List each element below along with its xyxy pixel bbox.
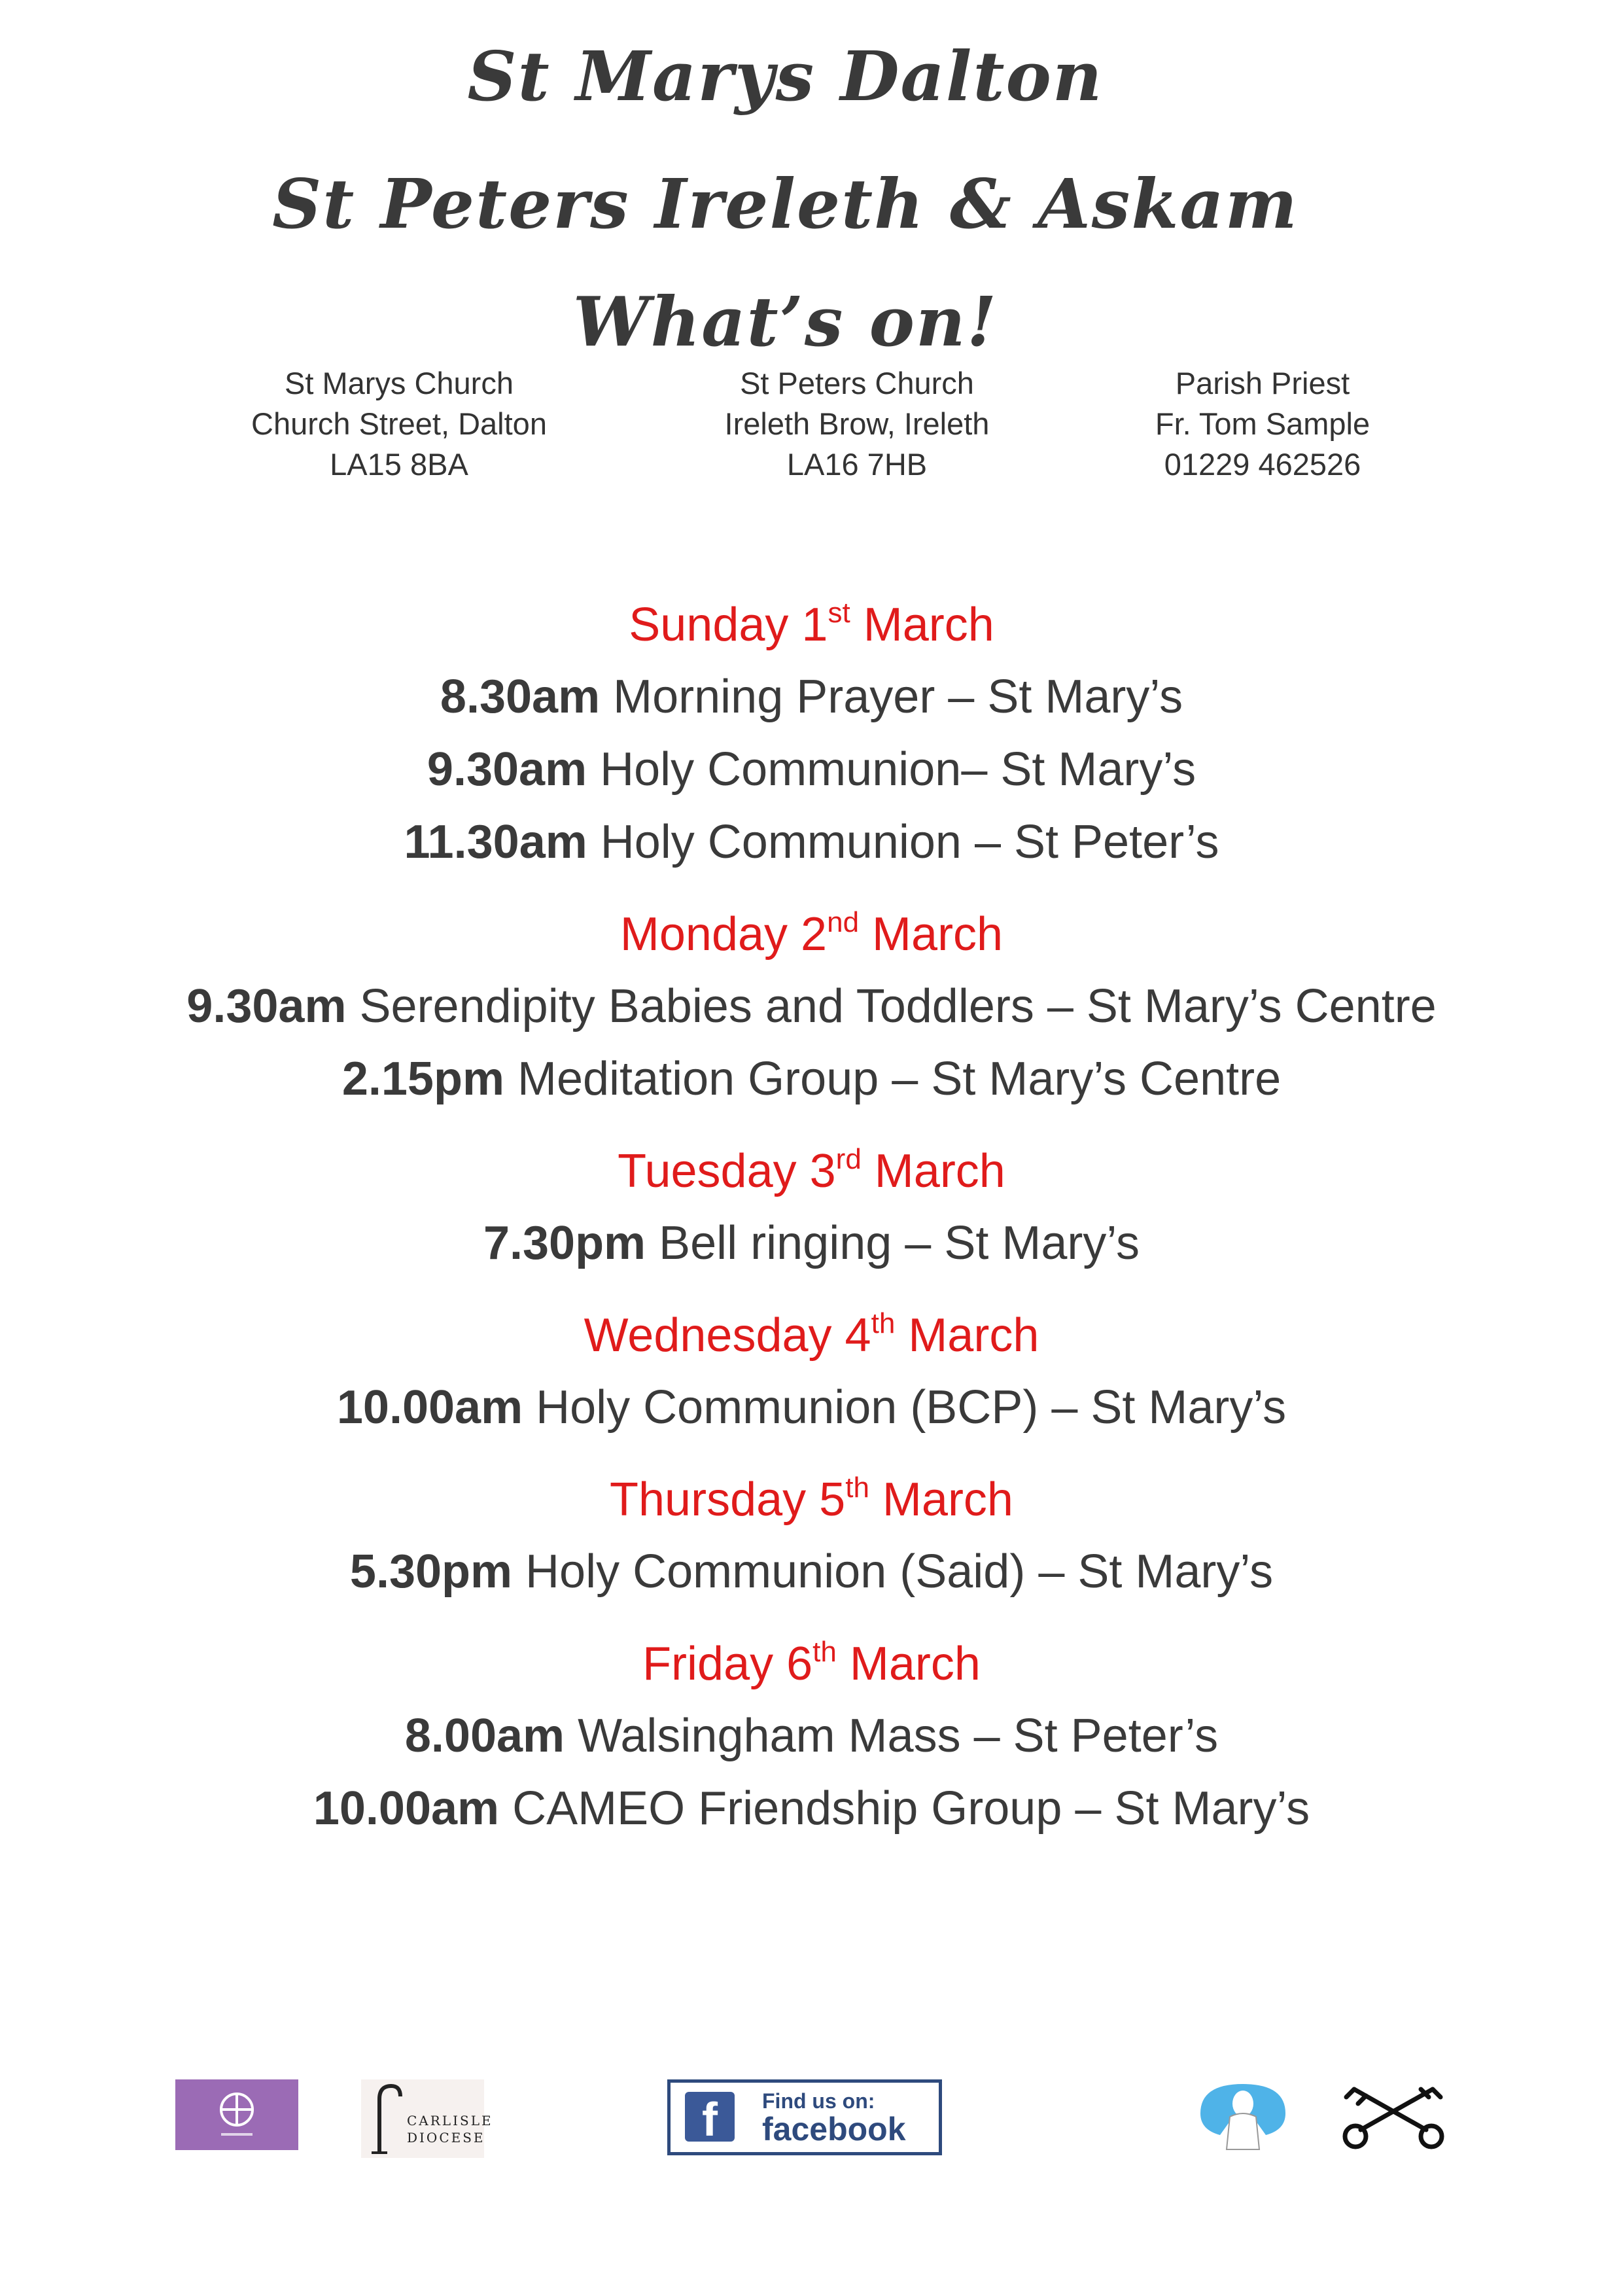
- diocese-text: DIOCESE: [407, 2130, 485, 2146]
- contact-name: St Peters Church: [740, 366, 974, 400]
- weekly-schedule: [0, 589, 1623, 1845]
- event-time: 10.00am: [336, 1381, 523, 1434]
- contact-name: St Marys Church: [285, 366, 514, 400]
- contact-st-marys: [196, 363, 602, 485]
- event-row: [0, 1043, 1623, 1116]
- madonna-icon: [1194, 2077, 1292, 2153]
- facebook-f-icon: f: [685, 2092, 735, 2142]
- day-heading: Thursday 5th March: [610, 1472, 1013, 1526]
- event-time: 5.30pm: [349, 1545, 513, 1598]
- event-time: 9.30am: [186, 980, 347, 1033]
- carlisle-text: CARLISLE: [407, 2113, 493, 2128]
- crossed-keys-icon: [1335, 2077, 1452, 2149]
- event-time: 7.30pm: [483, 1217, 646, 1269]
- contact-address: Church Street, Dalton: [251, 406, 547, 441]
- event-row: [0, 806, 1623, 879]
- event-desc: CAMEO Friendship Group – St Mary’s: [499, 1782, 1310, 1835]
- contact-priest-name: Fr. Tom Sample: [1155, 406, 1370, 441]
- event-row: [0, 1207, 1623, 1280]
- event-time: 11.30am: [404, 816, 587, 868]
- title-parish-1: St Marys Dalton: [467, 36, 1104, 116]
- event-desc: Holy Communion– St Mary’s: [587, 743, 1196, 796]
- title-whats-on: What’s on!: [572, 281, 998, 362]
- event-desc: Meditation Group – St Mary’s Centre: [504, 1053, 1282, 1105]
- church-of-england-icon: [175, 2079, 298, 2150]
- event-desc: Holy Communion (Said) – St Mary’s: [512, 1545, 1274, 1598]
- event-desc: Holy Communion (BCP) – St Mary’s: [523, 1381, 1287, 1434]
- event-row: [0, 661, 1623, 733]
- crossed-keys-logo: [1335, 2077, 1452, 2149]
- event-row: [0, 970, 1623, 1043]
- contact-postcode: LA15 8BA: [330, 447, 468, 482]
- find-us-on-text: Find us on:: [762, 2089, 875, 2113]
- contact-parish-priest: [1060, 363, 1465, 485]
- walsingham-logo: [1194, 2077, 1292, 2153]
- event-row: [0, 1536, 1623, 1608]
- event-row: [0, 1773, 1623, 1845]
- contact-st-peters: [654, 363, 1060, 485]
- day-heading: Sunday 1st March: [629, 597, 994, 651]
- event-time: 9.30am: [427, 743, 587, 796]
- event-desc: Walsingham Mass – St Peter’s: [565, 1710, 1219, 1762]
- church-of-england-logo: [175, 2079, 298, 2150]
- day-heading: Tuesday 3rd March: [618, 1143, 1005, 1197]
- event-desc: Serendipity Babies and Toddlers – St Mary’s Centre: [346, 980, 1437, 1033]
- event-time: 2.15pm: [341, 1053, 504, 1105]
- day-heading: Friday 6th March: [642, 1636, 981, 1690]
- event-time: 8.00am: [404, 1710, 565, 1762]
- event-desc: Morning Prayer – St Mary’s: [600, 671, 1183, 723]
- event-desc: Bell ringing – St Mary’s: [646, 1217, 1140, 1269]
- event-row: [0, 733, 1623, 806]
- day-heading: Wednesday 4th March: [584, 1307, 1039, 1362]
- event-row: [0, 1371, 1623, 1444]
- event-row: [0, 1700, 1623, 1773]
- facebook-wordmark: facebook: [762, 2111, 906, 2147]
- contact-address: Ireleth Brow, Ireleth: [724, 406, 990, 441]
- event-desc: Holy Communion – St Peter’s: [587, 816, 1219, 868]
- day-heading: Monday 2nd March: [620, 906, 1003, 961]
- event-time: 8.30am: [440, 671, 601, 723]
- contact-postcode: LA16 7HB: [786, 447, 928, 482]
- facebook-badge[interactable]: [667, 2079, 942, 2155]
- title-parish-2: St Peters Ireleth & Askam: [272, 164, 1299, 244]
- carlisle-diocese-logo: [361, 2079, 493, 2158]
- contact-role: Parish Priest: [1175, 366, 1350, 400]
- contact-phone: 01229 462526: [1164, 447, 1361, 482]
- event-time: 10.00am: [313, 1782, 500, 1835]
